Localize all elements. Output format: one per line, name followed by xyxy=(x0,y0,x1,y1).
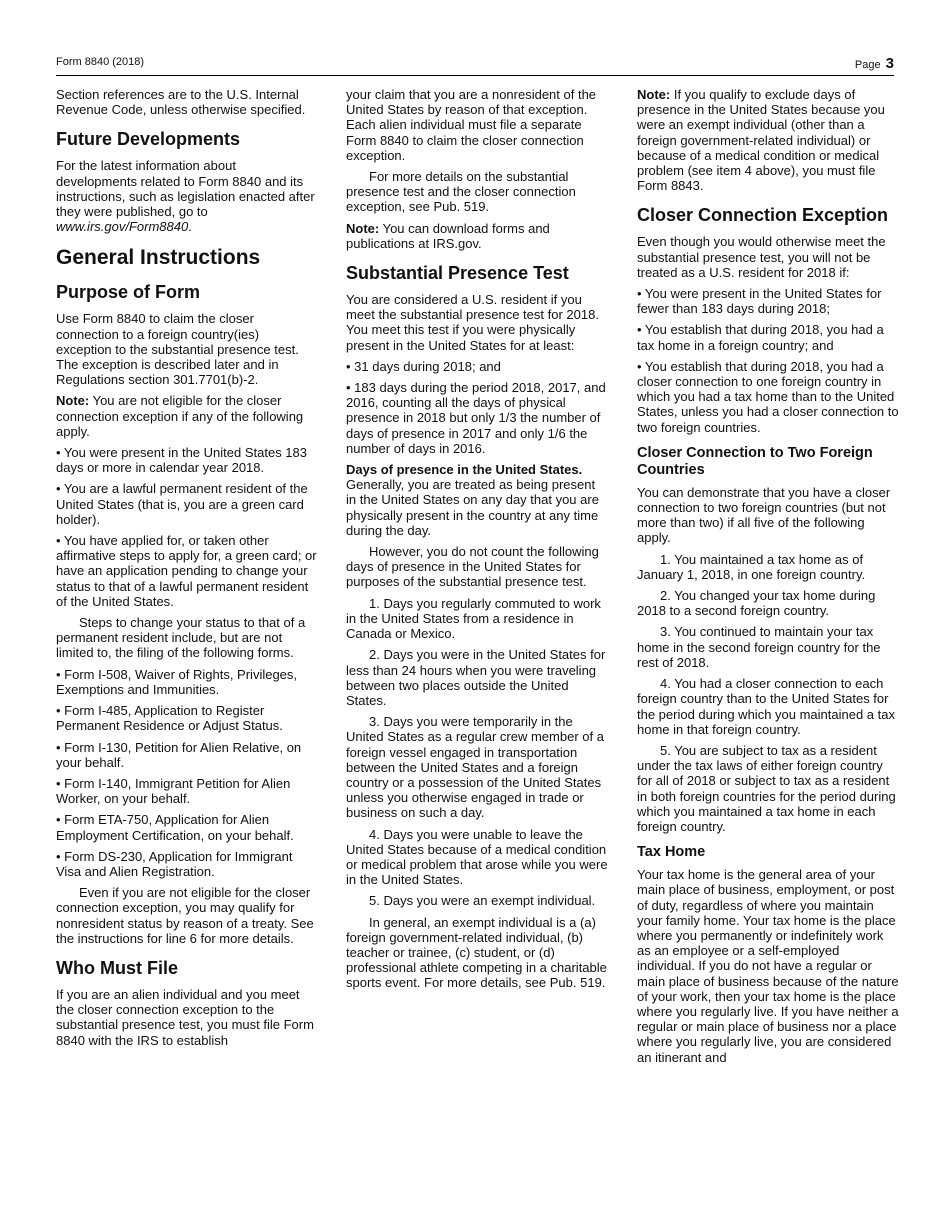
list-item: • Form I-508, Waiver of Rights, Privileges, Exemptions and Immunities. xyxy=(56,666,298,697)
note-paragraph xyxy=(346,221,608,251)
note-label: Note: xyxy=(56,393,90,409)
details-paragraph: For more details on the substantial presence test and the closer connection exception, see Pub. 519. xyxy=(346,169,576,215)
continued-paragraph: your claim that you are a nonresident of the United States by reason of that exception. Each alien individual must file a separate Form 8840 to claim the closer connection exception. xyxy=(346,87,597,163)
list-item: • Form I-130, Petition for Alien Relative, on your behalf. xyxy=(56,739,302,770)
future-developments-heading: Future Developments xyxy=(56,129,241,150)
intro-paragraph: Section references are to the U.S. Internal Revenue Code, unless otherwise specified. xyxy=(56,87,306,118)
page-label xyxy=(855,55,894,72)
list-item: 3. Days you were temporarily in the United States as a regular crew member of a foreign vessel engaged in transportation between the United States and a foreign country or a possession of the United States unless you otherwise engaged in trade or business on such a day. xyxy=(346,714,604,821)
page-header xyxy=(56,55,894,76)
treaty-paragraph: Even if you are not eligible for the closer connection exception, you may qualify for nonresident status by reason of a treaty. See the instructions for line 6 for more details. xyxy=(56,885,314,946)
list-item: • You are a lawful permanent resident of the United States (that is, you are a green card holder). xyxy=(56,481,308,527)
note-text: You can download forms and publications at IRS.gov. xyxy=(346,220,550,251)
list-item: 1. You maintained a tax home as of January 1, 2018, in one foreign country. xyxy=(637,551,866,582)
column-2 xyxy=(346,87,608,997)
however-paragraph: However, you do not count the following days of presence in the United States for purposes of the substantial presence test. xyxy=(346,544,599,590)
list-item: 4. You had a closer connection to each foreign country than to the United States for the period during which you maintained a tax home in that foreign country. xyxy=(637,676,895,737)
list-item: 4. Days you were unable to leave the United States because of a medical condition or medical problem that arose while you were in the United States. xyxy=(346,826,608,888)
two-countries-paragraph: You can demonstrate that you have a closer connection to two foreign countries (but not more than two) if all five of the following apply. xyxy=(637,484,891,546)
tax-home-heading: Tax Home xyxy=(637,844,706,861)
list-item: 2. You changed your tax home during 2018 to a second foreign country. xyxy=(637,588,876,619)
list-item: • You were present in the United States 183 days or more in calendar year 2018. xyxy=(56,445,307,476)
list-item: • You have applied for, or taken other affirmative steps to apply for, a green card; or have an application pending to change your status to that of a lawful permanent resident of the United States. xyxy=(56,533,317,609)
form-id: Form 8840 (2018) xyxy=(56,56,145,68)
substantial-presence-heading: Substantial Presence Test xyxy=(346,263,569,284)
list-item: • You were present in the United States for fewer than 183 days during 2018; xyxy=(637,286,882,317)
list-item: • Form ETA-750, Application for Alien Employment Certification, on your behalf. xyxy=(56,812,294,843)
list-item: • Form I-485, Application to Register Permanent Residence or Adjust Status. xyxy=(56,703,283,734)
column-3 xyxy=(637,87,899,1071)
list-item: • You establish that during 2018, you had a tax home in a foreign country; and xyxy=(637,322,884,353)
note-paragraph xyxy=(56,393,318,439)
exempt-paragraph: In general, an exempt individual is a (a) foreign government-related individual, (b) teacher or trainee, (c) student, or (d) professional athlete competing in a charitable sports event. For more details, see Pub. 519. xyxy=(346,914,607,991)
future-text: For the latest information about developments related to Form 8840 and its instructions, such as legislation enacted after they were published, go to xyxy=(56,158,315,220)
list-item: • 183 days during the period 2018, 2017, and 2016, counting all the days of physical presence in 2018 but only 1/3 the number of days of presence in 2017 and only 1/6 the number of days in 2016. xyxy=(346,380,606,456)
purpose-paragraph: Use Form 8840 to claim the closer connection to a foreign country(ies) exception to the substantial presence test. The exception is described later and in Regulations section 301.7701(b)-2. xyxy=(56,311,299,388)
who-must-file-paragraph: If you are an alien individual and you meet the closer connection exception to the substantial presence test, you must file Form 8840 with the IRS to establish xyxy=(56,986,314,1048)
note-paragraph xyxy=(637,87,899,193)
list-item: 2. Days you were in the United States for less than 24 hours when you were traveling between two places outside the United States. xyxy=(346,647,606,708)
list-item: 5. You are subject to tax as a resident under the tax laws of either foreign country for all of 2018 or subject to tax as a resident in both foreign countries for the period during which you maintained a tax home in each foreign country. xyxy=(637,742,896,834)
page-label-text: Page xyxy=(854,59,881,71)
future-developments-paragraph xyxy=(56,158,318,234)
spt-paragraph: You are considered a U.S. resident if you meet the substantial presence test for 2018. You meet this test if you were physically present in the United States for at least: xyxy=(346,292,599,353)
days-label: Days of presence in the United States. xyxy=(346,462,583,478)
cce-paragraph: Even though you would otherwise meet the substantial presence test, you will not be treated as a U.S. resident for 2018 if: xyxy=(637,234,886,280)
general-instructions-heading: General Instructions xyxy=(56,246,261,270)
tax-home-paragraph: Your tax home is the general area of your main place of business, employment, or post of duty, regardless of where you maintain your family home. Your tax home is the place where you permanently or indefinitely work as an employee or a self-employed individual. If you do not have a regular or main place of business because of the nature of your work, then your tax home is the place where you regularly live. If you have neither a regular or main place of business nor a place where you regularly live, you are considered an itinerant and xyxy=(637,867,899,1065)
list-item: 1. Days you regularly commuted to work in the United States from a residence in Canada or Mexico. xyxy=(346,595,601,642)
closer-connection-heading: Closer Connection Exception xyxy=(637,205,889,226)
column-1 xyxy=(56,87,318,1054)
who-must-file-heading: Who Must File xyxy=(56,957,178,978)
note-text: If you qualify to exclude days of presence in the United States because you were an exempt individual (other than a foreign government-related individual) or because of a medical condition or medical problem (see item 4 above), you must file Form 8843. xyxy=(637,87,885,194)
list-item: • Form I-140, Immigrant Petition for Alien Worker, on your behalf. xyxy=(56,775,291,807)
list-item: • 31 days during 2018; and xyxy=(346,358,501,374)
list-item: • Form DS-230, Application for Immigrant Visa and Alien Registration. xyxy=(56,848,293,879)
note-text: You are not eligible for the closer connection exception if any of the following apply. xyxy=(56,393,304,439)
steps-paragraph: Steps to change your status to that of a permanent resident include, but are not limited to, the filing of the following forms. xyxy=(56,615,306,661)
note-label: Note: xyxy=(637,87,671,102)
days-of-presence-paragraph xyxy=(346,462,608,538)
future-end: . xyxy=(188,219,192,235)
list-item: 3. You continued to maintain your tax home in the second foreign country for the rest of 2018. xyxy=(637,624,881,670)
note-label: Note: xyxy=(346,220,380,236)
list-item: • You establish that during 2018, you had a closer connection to one foreign country in which you had a tax home than to the United States, unless you had a closer connection to two foreign countries. xyxy=(637,358,899,435)
page-number: 3 xyxy=(885,55,894,72)
purpose-heading: Purpose of Form xyxy=(56,282,201,303)
list-item: 5. Days you were an exempt individual. xyxy=(369,893,596,909)
two-countries-heading: Closer Connection to Two Foreign Countries xyxy=(637,444,873,478)
days-text: Generally, you are treated as being present in the United States on any day that you are physically present in the country at any time during the day. xyxy=(346,477,599,538)
form8840-link[interactable]: www.irs.gov/Form8840 xyxy=(56,219,189,235)
